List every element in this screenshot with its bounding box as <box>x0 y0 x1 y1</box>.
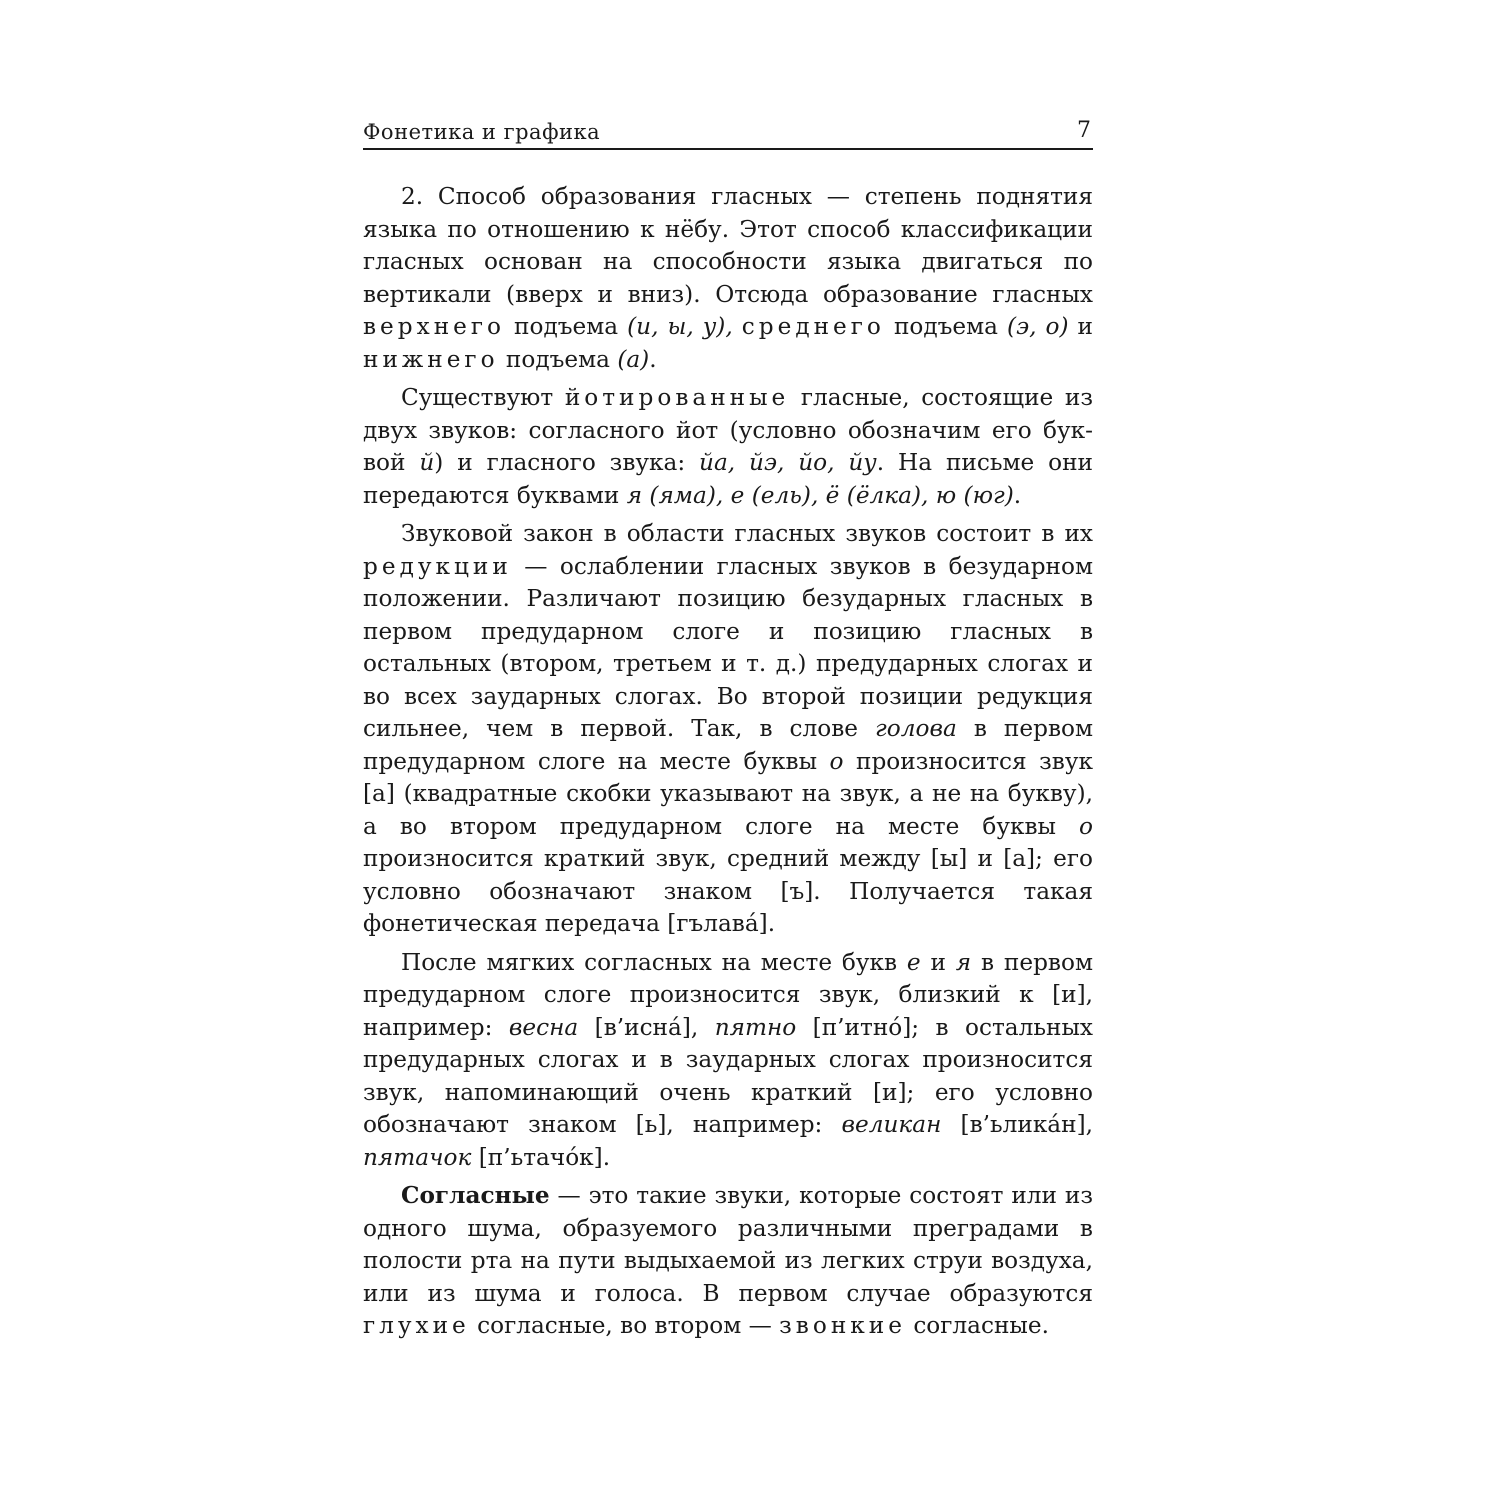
text-run: ) и гласного звука: <box>434 449 700 476</box>
spaced-term: глухие <box>363 1312 470 1339</box>
text-run: Существуют <box>401 384 565 411</box>
paragraph-soft-consonants <box>363 947 1093 1175</box>
text-run: в первом предударном слоге произносится звук, близкий к [и], например: <box>363 948 1093 1041</box>
italic-example: йа, йэ, йо, йу <box>699 449 877 476</box>
text-run <box>733 313 742 340</box>
spaced-term: редукции <box>363 552 512 580</box>
text-run: [в’иснá], <box>578 1013 715 1041</box>
text-run: произносится краткий звук, средний между [ы] и [а]; его условно обозначают знаком [ъ]. Получается такая фонетическая передача [гълавá]. <box>363 845 1093 937</box>
text-run: и <box>1068 313 1094 340</box>
italic-example: я (яма), е (ель), ё (ёлка), ю (юг) <box>626 481 1014 509</box>
italic-example: голова <box>875 715 957 742</box>
italic-example: (и, ы, у), <box>627 313 733 340</box>
italic-example: й <box>419 449 435 476</box>
text-run: в первом предударном слоге на месте буквы <box>363 715 1093 775</box>
text-run: После мягких согласных на месте букв <box>401 948 907 976</box>
italic-example: пятачок <box>363 1143 472 1171</box>
italic-example: великан <box>841 1111 942 1138</box>
italic-example: о <box>829 747 844 775</box>
spaced-term: верхнего <box>363 313 505 340</box>
italic-example: о <box>1079 812 1093 840</box>
spaced-term: нижнего <box>363 345 499 373</box>
page-body <box>363 181 1093 1343</box>
italic-example: я <box>955 948 972 976</box>
bold-term: Согласные <box>401 1182 550 1209</box>
text-run: [в’ьликáн], <box>941 1111 1094 1138</box>
page-number: 7 <box>1077 118 1091 143</box>
text-run: и <box>920 948 956 976</box>
text-run: подъема <box>498 345 618 373</box>
text-run: . <box>1013 481 1022 509</box>
text-run: [п’итнó]; в остальных предударных слогах и в заударных слогах произносится звук, напоминающий очень краткий [и]; его условно обозначают знаком [ь], например: <box>363 1013 1093 1138</box>
spaced-term: среднего <box>741 313 885 340</box>
paragraph-vowel-height <box>363 181 1093 376</box>
paragraph-reduction <box>363 518 1093 941</box>
text-run: . <box>649 345 657 373</box>
italic-example: весна <box>508 1013 579 1041</box>
text-run: Звуковой закон в области гласных звуков состоит в их <box>401 520 1093 547</box>
paragraph-consonants <box>363 1180 1093 1343</box>
text-run: — ослаблении гласных звуков в безударном положении. Различают позицию безударных гласных в первом предударном слоге и позицию гласных в остальных (втором, третьем и т. д.) предударных слогах и во всех заударных слогах. Во второй позиции редукция сильнее, чем в первой. Так, в слове <box>363 552 1093 742</box>
section-title: Фонетика и графика <box>363 120 601 144</box>
text-run: . На письме они передаются буквами <box>363 449 1093 509</box>
italic-example: (а) <box>617 345 650 373</box>
italic-example: (э, о) <box>1007 313 1069 340</box>
text-run: — это такие звуки, которые состоят или из одного шума, образуемого различными преградами в полости рта на пути выдыхаемой из легких струи воздуха, или из шума и голоса. В первом случае образуются <box>363 1182 1093 1307</box>
paragraph-iotated-vowels <box>363 382 1093 512</box>
text-run: согласные, во втором — <box>469 1312 780 1339</box>
text-run: произносится звук [а] (квадратные скобки указывают на звук, а не на букву), а во втором предударном слоге на месте буквы <box>363 747 1093 840</box>
text-run: подъема <box>884 313 1008 340</box>
italic-example: пятно <box>714 1013 797 1041</box>
text-run: подъема <box>504 313 628 340</box>
italic-example: е <box>906 948 921 976</box>
text-run: 2. Способ образования гласных — степень поднятия языка по отношению к нёбу. Этот способ классификации гласных основан на способности языка двигаться по вертикали (вверх и вниз). Отсюда образование гласных <box>363 183 1093 308</box>
text-run: согласные. <box>905 1312 1049 1339</box>
spaced-term: йотированные <box>564 384 790 411</box>
text-run: гласные, состоящие из двух звуков: согласного йот (условно обозначим его буквой <box>363 384 1093 476</box>
text-run: [п’ьтачóк]. <box>471 1143 611 1171</box>
book-page <box>363 112 1093 1349</box>
running-header <box>363 112 1093 150</box>
spaced-term: звонкие <box>779 1312 906 1339</box>
